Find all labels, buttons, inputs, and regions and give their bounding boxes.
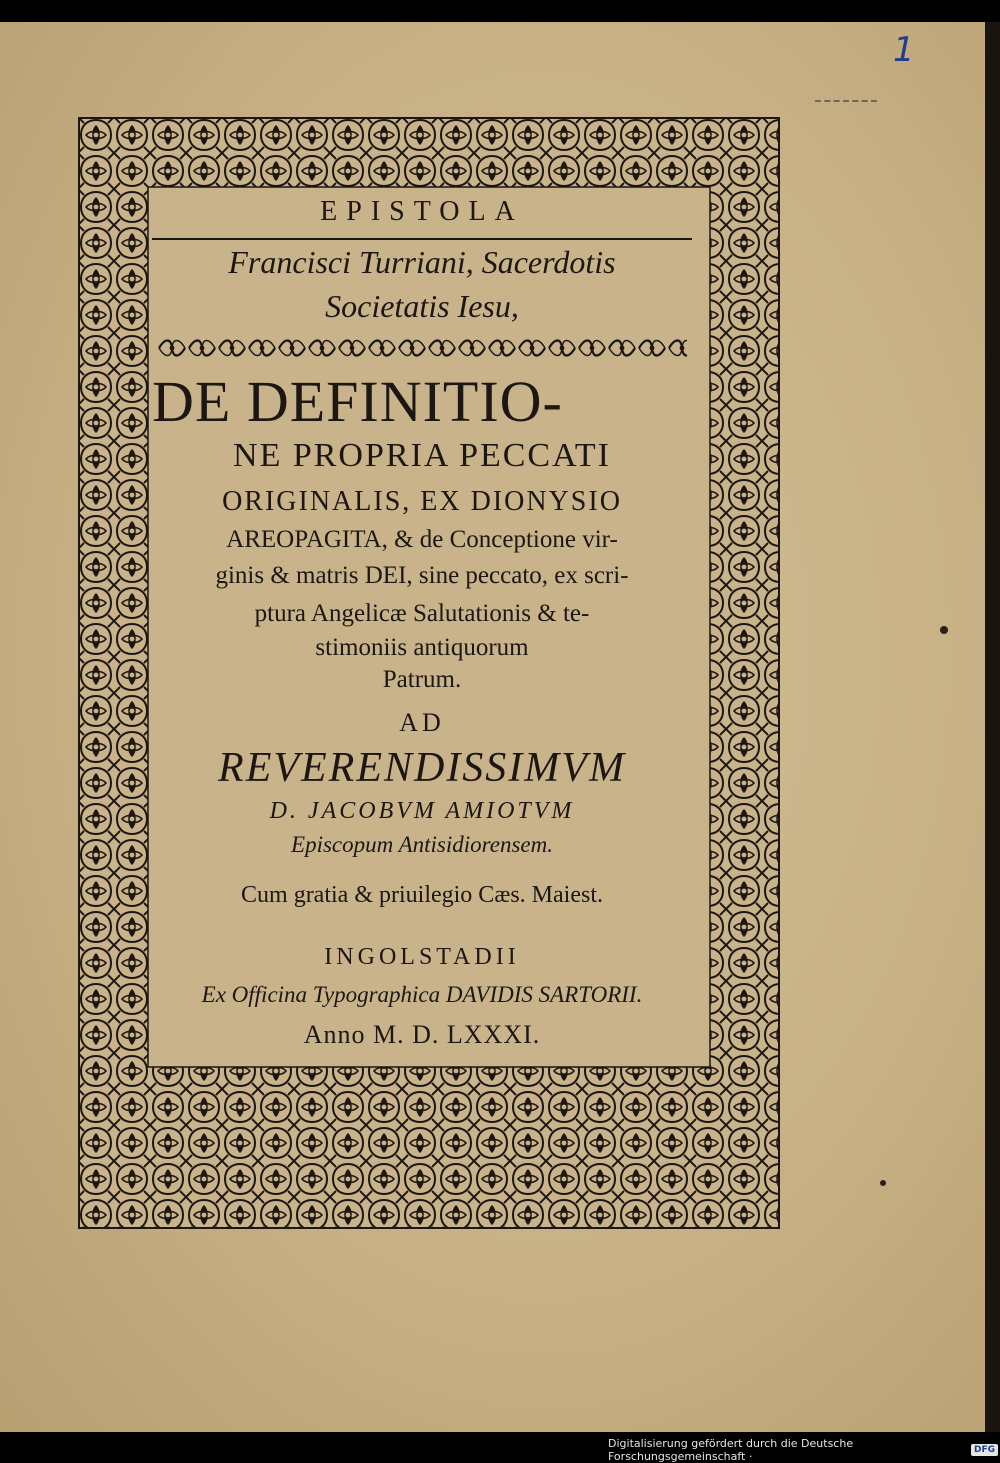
body-line-1: AREOPAGITA, & de Conceptione vir- (226, 526, 618, 553)
title-line-2: NE PROPRIA PECCATI (233, 437, 611, 474)
dedication-ad: AD (399, 708, 445, 737)
body-line-5: Patrum. (382, 666, 462, 693)
author-line-1: Francisci Turriani, Sacerdotis (228, 244, 616, 280)
digitization-footer (608, 1437, 998, 1463)
privilege-line: Cum gratia & priuilegio Cæs. Maiest. (241, 882, 603, 908)
footer-credit: Digitalisierung gefördert durch die Deutsche Forschungsgemeinschaft · (608, 1437, 854, 1463)
dedication-name: D. JACOBVM AMIOTVM (269, 798, 575, 824)
title-line-3: ORIGINALIS, EX DIONYSIO (222, 486, 622, 517)
heading-epistola: EPISTOLA (320, 196, 524, 227)
ink-speck (940, 626, 948, 634)
pencil-mark (815, 100, 877, 104)
dedication-reverendissimum: REVERENDISSIMVM (218, 745, 626, 791)
dedication-title: Episcopum Antisidiorensem. (291, 832, 553, 857)
folio-number: 1 (893, 30, 915, 70)
dfg-logo-icon: DFG (971, 1444, 998, 1456)
author-line-2: Societatis Iesu, (325, 288, 519, 324)
imprint-place: INGOLSTADII (324, 944, 520, 970)
title-text-block (152, 190, 692, 1070)
title-line-1: DE DEFINITIO- (152, 369, 563, 434)
ornament-band-icon (157, 336, 687, 360)
ink-speck (880, 1180, 886, 1186)
body-line-3: ptura Angelicæ Salutationis & te- (254, 600, 590, 627)
horizontal-rule (152, 238, 692, 240)
body-line-4: stimoniis antiquorum (315, 634, 529, 661)
imprint-printer: Ex Officina Typographica DAVIDIS SARTORII. (201, 982, 643, 1007)
page-edge (985, 22, 1000, 1432)
imprint-year: Anno M. D. LXXXI. (303, 1020, 541, 1049)
body-line-2: ginis & matris DEI, sine peccato, ex scri- (215, 562, 629, 589)
